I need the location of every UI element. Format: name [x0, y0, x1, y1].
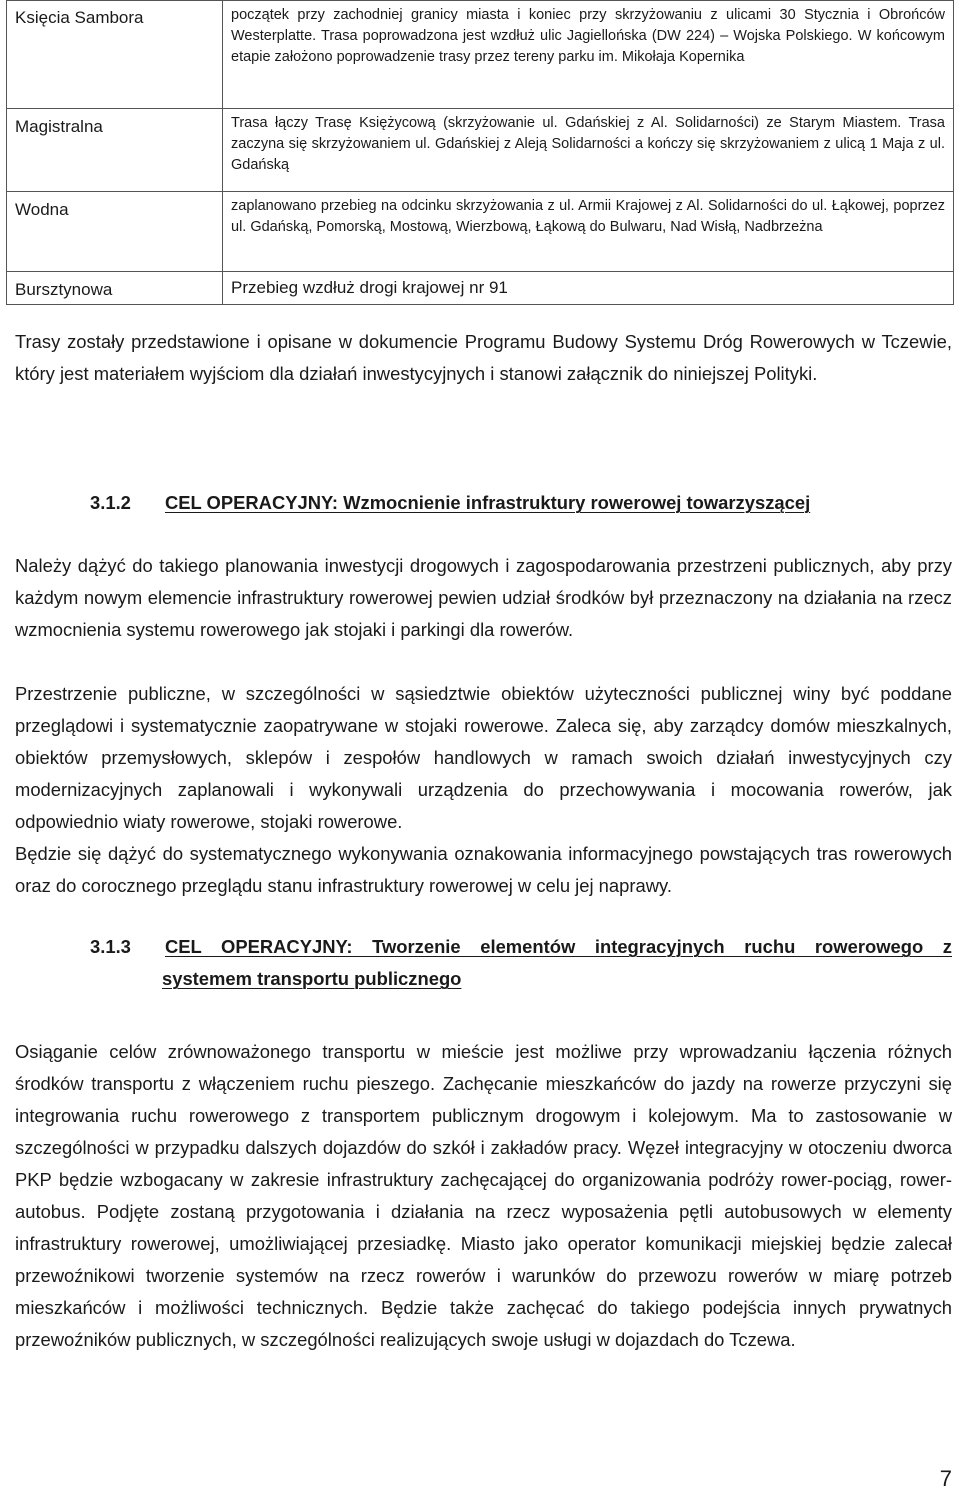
section-3-1-2-paragraph-2: Przestrzenie publiczne, w szczególności w sąsiedztwie obiektów użyteczności publicznej winy być poddane przeglądowi i systematycznie zaopatrywane w stojaki rowerowe. Zaleca się, aby zarządcy domów mieszkalnych, obiektów przemysłowych, sklepów i zespołów handlowych w ramach swoich działań inwestycyjnych czy modernizacyjnych zaplanowali i wykonywali urządzenia do przechowywania i mocowania rowerów, jak odpowiednio wiaty rowerowe, stojaki rowerowe. [15, 683, 952, 832]
table-row [7, 272, 954, 305]
section-title: CEL OPERACYJNY: Wzmocnienie infrastruktury rowerowej towarzyszącej [165, 492, 811, 513]
route-name-cell: Bursztynowa [7, 272, 223, 305]
page-number: 7 [939, 1466, 952, 1491]
section-title-line-2: systemem transportu publicznego [162, 968, 462, 989]
route-name-cell: Księcia Sambora [7, 1, 223, 109]
section-3-1-2-paragraph-3: Będzie się dążyć do systematycznego wykonywania oznakowania informacyjnego powstających tras rowerowych oraz do corocznego przeglądu stanu infrastruktury rowerowej w celu jej naprawy. [15, 843, 952, 896]
routes-table [6, 0, 954, 305]
route-description-cell: zaplanowano przebieg na odcinku skrzyżowania z ul. Armii Krajowej z Al. Solidarności do ul. Łąkowej, poprzez ul. Gdańską, Pomorską, Mostową, Wierzbową, Łąkową do Bulwaru, Nad Wisłą, Nadbrzeżna [223, 192, 954, 272]
route-name-cell: Wodna [7, 192, 223, 272]
table-row [7, 109, 954, 192]
route-name-cell: Magistralna [7, 109, 223, 192]
section-3-1-3-paragraph-1: Osiąganie celów zrównoważonego transportu w mieście jest możliwe przy wprowadzaniu łączenia różnych środków transportu z włączeniem ruchu pieszego. Zachęcanie mieszkańców do jazdy na rowerze przyczyni się integrowania ruchu rowerowego z transportem publicznym drogowym i kolejowym. Ma to zastosowanie w szczególności w przypadku dalszych dojazdów do szkół i zakładów pracy. Węzeł integracyjny w otoczeniu dworca PKP będzie wzbogacany w zakresie infrastruktury zachęcającej do organizowania podróży rower-pociąg, rower-autobus. Podjęte zostaną przygotowania i działania na rzecz wyposażenia pętli autobusowych w elementy infrastruktury rowerowej, umożliwiającej przesiadkę. Miasto jako operator komunikacji miejskiej będzie zalecał przewoźnikowi tworzenie systemów na rzecz rowerów i warunków do przewozu rowerów w miarę potrzeb mieszkańców i możliwości technicznych. Będzie także zachęcać do takiego podejścia innych prywatnych przewoźników publicznych, w szczególności realizujących swoje usługi w dojazdach do Tczewa. [15, 1041, 952, 1350]
section-number: 3.1.2 [90, 492, 131, 513]
intro-paragraph: Trasy zostały przedstawione i opisane w dokumencie Programu Budowy Systemu Dróg Rowerowych w Tczewie, który jest materiałem wyjściom dla działań inwestycyjnych i stanowi załącznik do niniejszej Polityki. [15, 331, 952, 384]
route-description-cell: początek przy zachodniej granicy miasta i koniec przy skrzyżowaniu z ulicami 30 Stycznia i Obrońców Westerplatte. Trasa poprowadzona jest wzdłuż ulic Jagiellońska (DW 224) – Wojska Polskiego. W końcowym etapie założono poprowadzenie trasy przez tereny parku im. Mikołaja Kopernika [223, 1, 954, 109]
section-title-line-1: CEL OPERACYJNY: Tworzenie elementów integracyjnych ruchu rowerowego z [165, 936, 952, 957]
route-description-cell: Trasa łączy Trasę Księżycową (skrzyżowanie ul. Gdańskiej z Al. Solidarności) ze Starym Miastem. Trasa zaczyna się skrzyżowaniem ul. Gdańskiej z Aleją Solidarności a kończy się skrzyżowaniem z ulicą 1 Maja z ul. Gdańską [223, 109, 954, 192]
table-row [7, 192, 954, 272]
section-heading-3-1-2 [90, 487, 952, 519]
section-heading-3-1-3 [90, 931, 952, 995]
table-row [7, 1, 954, 109]
route-description-cell: Przebieg wzdłuż drogi krajowej nr 91 [223, 272, 954, 305]
section-3-1-2-paragraph-1: Należy dążyć do takiego planowania inwestycji drogowych i zagospodarowania przestrzeni publicznych, aby przy każdym nowym elemencie infrastruktury rowerowej pewien udział środków był przeznaczony na działania na rzecz wzmocnienia systemu rowerowego jak stojaki i parkingi dla rowerów. [15, 555, 952, 640]
section-number: 3.1.3 [90, 936, 131, 957]
